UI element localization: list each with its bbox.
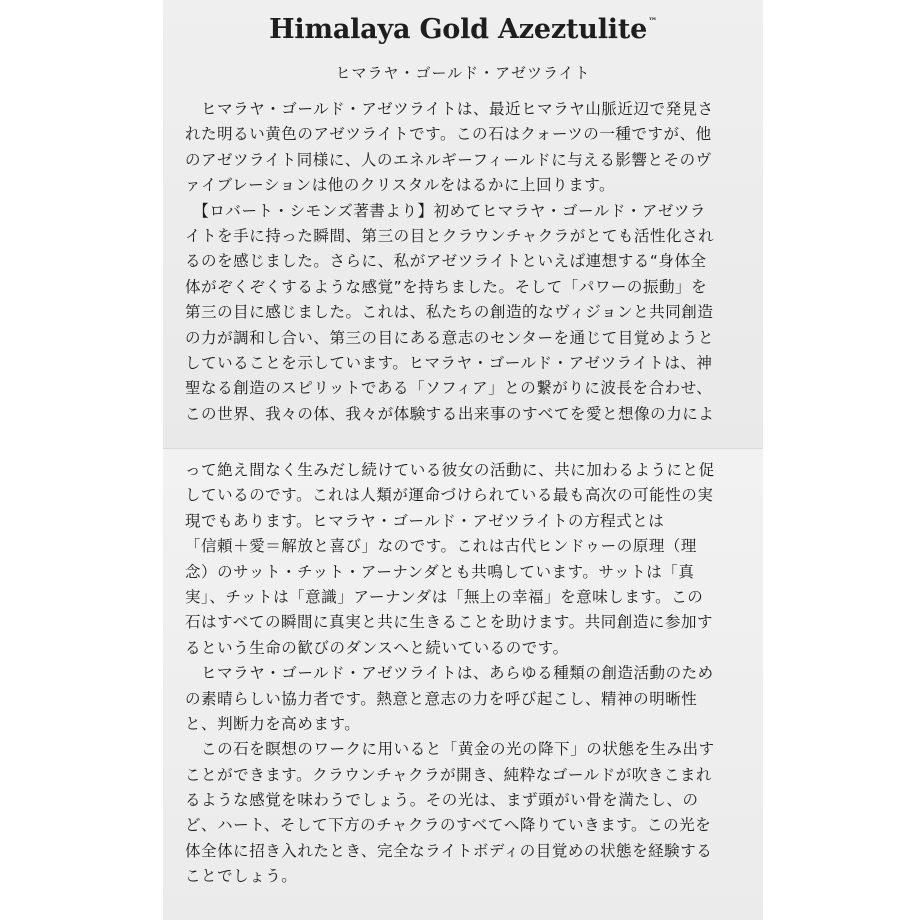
text-line: ヒマラヤ・ゴールド・アゼツライトは、あらゆる種類の創造活動のため: [185, 664, 714, 683]
text-line: 第三の目に感じました。これは、私たちの創造的なヴィジョンと共同創造: [185, 303, 714, 322]
text-line: 実」、チットは「意識」アーナンダは「無上の幸福」を意味します。この: [185, 587, 704, 606]
trademark-symbol: ™: [648, 17, 657, 27]
text-line: 【ロバート・シモンズ著書より】初めてヒマラヤ・ゴールド・アゼツラ: [185, 201, 706, 220]
text-line: 念）のサット・チット・アーナンダとも共鳴しています。サットは「真: [185, 562, 695, 581]
page-subtitle: ヒマラヤ・ゴールド・アゼツライト: [335, 64, 591, 82]
text-line: るような感覚を味わうでしょう。その光は、まず頭がい骨を満たし、の: [185, 791, 699, 810]
text-line: 石はすべての瞬間に真実と共に生きることを助けます。共同創造に参加す: [185, 613, 714, 632]
text-line: のアゼツライト同様に、人のエネルギーフィールドに与える影響とそのヴ: [185, 150, 712, 169]
text-line: 聖なる創造のスピリットである「ソフィア」との繋がりに波長を合わせ、: [185, 379, 713, 398]
text-line: 体全体に招き入れたとき、完全なライトボディの目覚めの状態を経験する: [185, 841, 713, 860]
title-text: Himalaya Gold Azeztulite: [269, 14, 648, 45]
page-title: [163, 14, 763, 45]
text-line: るのを感じました。さらに、私がアゼツライトといえば連想する“身体全: [185, 252, 707, 271]
body-text-top: [185, 97, 745, 427]
text-line: って絶え間なく生みだし続けている彼女の活動に、共に加わるようにと促: [185, 461, 715, 479]
text-line: ど、ハート、そして下方のチャクラのすべてへ降りていきます。この光を: [185, 816, 712, 835]
text-line: ァイブレーションは他のクリスタルをはるかに上回ります。: [185, 176, 616, 195]
text-line: しているのです。これは人類が運命づけられている最も高次の可能性の実: [185, 486, 714, 505]
text-line: の力が調和し合い、第三の目にある意志のセンターを通じて目覚めようと: [185, 328, 715, 347]
text-line: ヒマラヤ・ゴールド・アゼツライトは、最近ヒマラヤ山脈近辺で発見さ: [185, 100, 714, 118]
text-line: この世界、我々の体、我々が体験する出来事のすべてを愛と想像の力によ: [185, 404, 715, 423]
text-line: の素晴らしい協力者です。熱意と意志の力を呼び起こし、精神の明晰性: [185, 689, 698, 708]
text-line: るという生命の歓びのダンスへと続いているのです。: [185, 638, 569, 657]
text-line: 「信頼＋愛＝解放と喜び」なのです。これは古代ヒンドゥーの原理（理: [185, 537, 697, 556]
text-line: 現でもあります。ヒマラヤ・ゴールド・アゼツライトの方程式とは: [185, 511, 665, 530]
text-line: ことでしょう。: [185, 867, 298, 886]
text-line: 体がぞくぞくするような感覚”を持ちました。そして「パワーの振動」を: [185, 277, 708, 296]
text-line: と、判断力を高めます。: [185, 714, 361, 733]
body-text-bottom: [185, 458, 745, 890]
text-line: この石を瞑想のワークに用いると「黄金の光の降下」の状態を生み出す: [185, 740, 715, 759]
text-line: していることを示しています。ヒマラヤ・ゴールド・アゼツライトは、神: [185, 353, 713, 372]
text-line: ことができます。クラウンチャクラが開き、純粋なゴールドが吹きこまれ: [185, 765, 713, 784]
text-line: れた明るい黄色のアゼツライトです。この石はクォーツの一種ですが、他: [185, 125, 712, 144]
text-line: イトを手に持った瞬間、第三の目とクラウンチャクラがとても活性化され: [185, 226, 715, 245]
